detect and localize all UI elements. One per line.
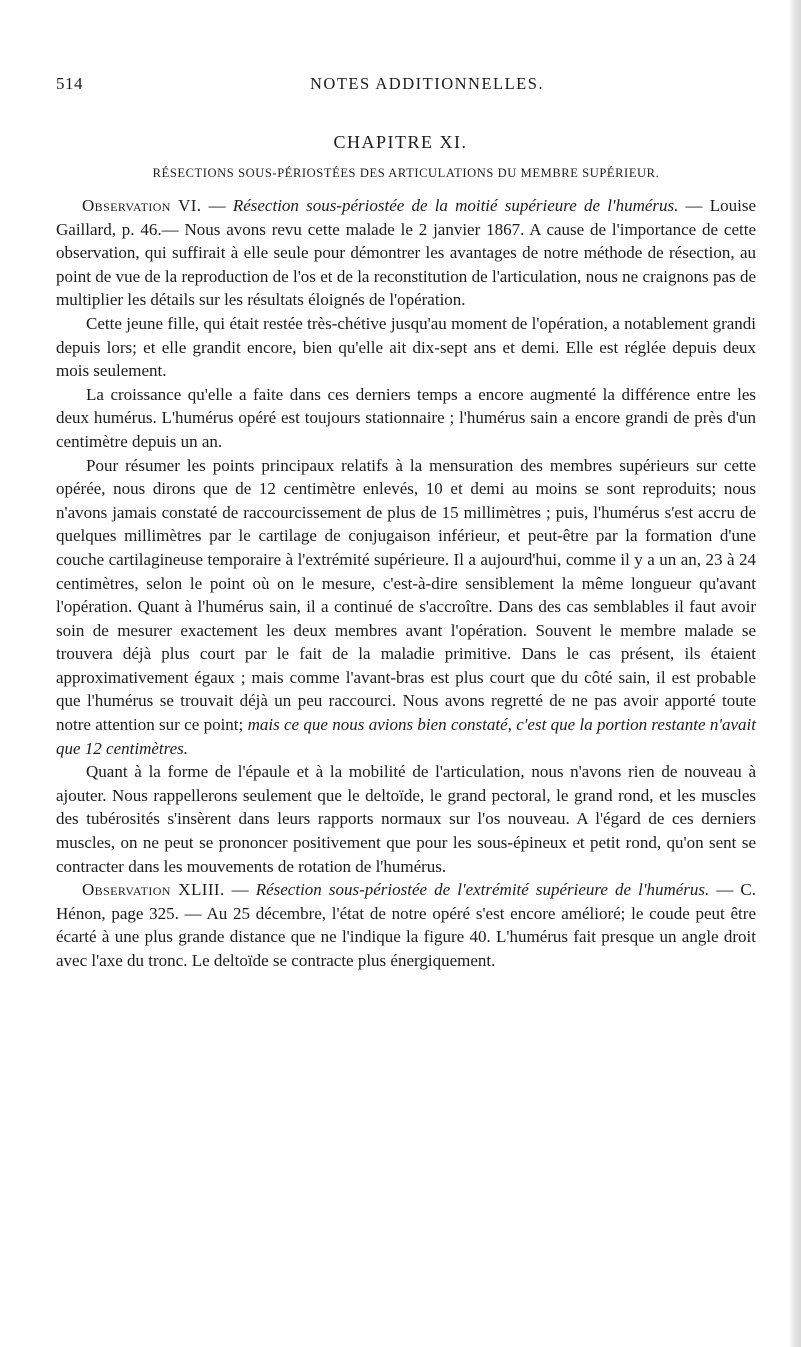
summary-text: Pour résumer les points principaux relatifs à la mensuration des membres supérieurs sur cette opérée, nous dirons que de 12 centimètre enlevés, 10 et demi au moins se sont reproduits; nous n'avons jamais constaté de raccourcissement de plus de 15 millimètres ; puis, l'humérus s'est accru de quelques millimètres par le cartilage de conjugaison inférieur, et peut-être par la formation d'une couche cartilagineuse temporaire à l'extrémité supérieure. Il a aujourd'hui, comme il y a un an, 23 à 24 centimètres, selon le point où on le mesure, c'est-à-dire sensiblement la même longueur qu'avant l'opération. Quant à l'humérus sain, il a continué de s'accroître. Dans des cas semblables il faut avoir soin de mesurer exactement les deux membres avant l'opération. Souvent le membre malade se trouvera déjà plus court par le fait de la maladie primitive. Dans le cas présent, ils étaient approximativement égaux ; mais comme l'avant-bras est plus court que du côté sain, il est probable que l'humérus se trouvait déjà un peu raccourci. Nous avons regretté de ne pas avoir apporté toute notre attention sur ce point; — [56, 455, 756, 735]
paragraph-difference: La croissance qu'elle a faite dans ces derniers temps a encore augmenté la différence entre les deux humérus. L'humérus opéré est toujours stationnaire ; l'humérus sain a encore grandi de près d'un centimètre depuis un an. — [56, 384, 756, 451]
chapter-subtitle: RÉSECTIONS SOUS-PÉRIOSTÉES DES ARTICULATIONS DU MEMBRE SUPÉRIEUR. — [152, 166, 660, 180]
observation-xliii-dash: — — [224, 880, 256, 900]
observation-vi-label: Observation VI. — [82, 196, 202, 215]
observation-vi-title: Résection sous-périostée de la moitié supérieure de l'humérus. — [232, 196, 679, 215]
observation-xliii-label: Observation XLIII. — [82, 880, 225, 900]
observation-vi-dash: — — [201, 196, 233, 215]
observation-xliii-text: — C. Hénon, page 325. — Au 25 décembre, l'état de notre opéré s'est encore amélioré; le coude peut être écarté à une plus grande distance que ne l'indique la figure 40. L'humérus fait presque un angle droit avec l'axe du tronc. Le deltoïde se contracte plus énergiquement. — [56, 880, 756, 970]
body-text — [56, 194, 756, 973]
paragraph-summary — [56, 454, 756, 761]
chapter-title: CHAPITRE XI. — [333, 132, 468, 152]
observation-xliii-title: Résection sous-périostée de l'extrémité supérieure de l'humérus. — [255, 880, 710, 900]
observation-vi-paragraph — [56, 194, 756, 312]
running-title: NOTES ADDITIONNELLES. — [310, 74, 545, 93]
running-header — [56, 74, 752, 98]
page-number: 514 — [56, 74, 83, 93]
observation-xliii-paragraph — [56, 878, 756, 972]
paragraph-growth: Cette jeune fille, qui était restée très-chétive jusqu'au moment de l'opération, a notablement grandi depuis lors; et elle grandit encore, bien qu'elle ait dix-sept ans et demi. Elle est réglée depuis deux mois seulement. — [56, 313, 756, 381]
page-edge-shadow — [789, 0, 801, 1347]
paragraph-shoulder: Quant à la forme de l'épaule et à la mobilité de l'articulation, nous n'avons rien de nouveau à ajouter. Nous rappellerons seulement que le deltoïde, le grand pectoral, le grand rond, et les muscles des tubérosités s'insèrent dans leurs rapports normaux sur l'os nouveau. A l'égard de ces derniers muscles, on ne peut se prononcer positivement que pour les sous-épineux et petit rond, qu'on sent se contracter dans les mouvements de rotation de l'humérus. — [56, 762, 756, 876]
observation-vi-text: — Louise Gaillard, p. 46.— Nous avons revu cette malade le 2 janvier 1867. A cause de l'importance de cette observation, qui suffirait à elle seule pour démontrer les avantages de notre méthode de résection, au point de vue de la reproduction de l'os et de la reconstitution de l'articulation, nous ne craignons pas de multiplier les détails sur les résultats éloignés de l'opération. — [56, 196, 756, 310]
summary-italic: mais ce que nous avions bien constaté, c'est que la portion restante n'avait que 12 centimètres. — [56, 715, 756, 758]
